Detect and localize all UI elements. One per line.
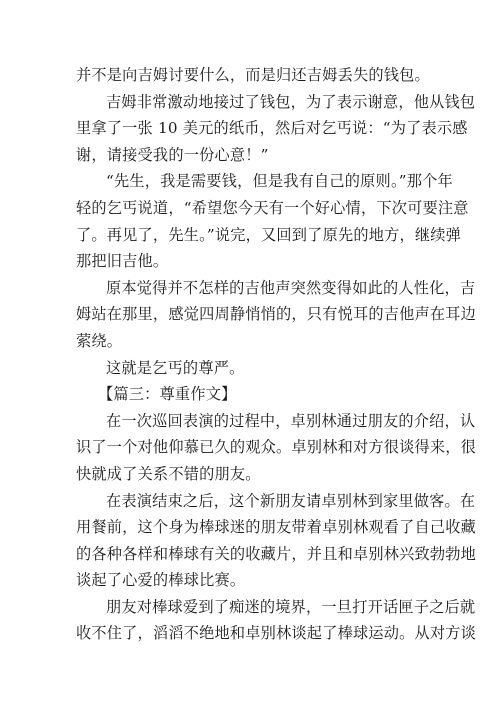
document-body bbox=[76, 62, 477, 647]
text-line: 在表演结束之后，这个新朋友请卓别林到家里做客。在 bbox=[106, 491, 476, 510]
text-line: 萦绕。 bbox=[76, 331, 123, 350]
text-line: 在一次巡回表演的过程中，卓别林通过朋友的介绍，认 bbox=[106, 411, 476, 430]
text-line: 了。再见了，先生。”说完，又回到了原先的地方，继续弹 bbox=[76, 225, 462, 244]
text-line: 里拿了一张 10 美元的纸币，然后对乞丐说：“为了表示感 bbox=[76, 119, 468, 138]
text-line: 并不是向吉姆讨要什么，而是归还吉姆丢失的钱包。 bbox=[76, 66, 430, 84]
text-line: 姆站在那里，感觉四周静悄悄的，只有悦耳的吉他声在耳边 bbox=[76, 305, 477, 324]
text-line: 快就成了关系不错的朋友。 bbox=[76, 464, 261, 483]
text-line: 谢，请接受我的一份心意！” bbox=[76, 145, 269, 164]
section-heading: 【篇三：尊重作文】 bbox=[98, 385, 237, 404]
text-line: 那把旧吉他。 bbox=[76, 252, 169, 271]
text-line: 原本觉得并不怎样的吉他声突然变得如此的人性化，吉 bbox=[106, 278, 476, 297]
text-line: 这就是乞丐的尊严。 bbox=[106, 358, 245, 377]
text-line: 轻的乞丐说道，“希望您今天有一个好心情，下次可要注意 bbox=[76, 198, 469, 217]
text-line: 吉姆非常激动地接过了钱包，为了表示谢意，他从钱包 bbox=[106, 92, 476, 111]
text-line: “先生，我是需要钱，但是我有自己的原则。”那个年 bbox=[106, 172, 453, 191]
text-line: 识了一个对他仰慕已久的观众。卓别林和对方很谈得来，很 bbox=[76, 438, 477, 457]
text-line: 的各种各样和棒球有关的收藏片，并且和卓别林兴致勃勃地 bbox=[76, 544, 477, 563]
text-line: 用餐前，这个身为棒球迷的朋友带着卓别林观看了自己收藏 bbox=[76, 518, 477, 537]
text-line: 谈起了心爱的棒球比赛。 bbox=[76, 571, 246, 590]
text-line: 朋友对棒球爱到了痴迷的境界，一旦打开话匣子之后就 bbox=[106, 597, 476, 616]
text-line: 收不住了，滔滔不绝地和卓别林谈起了棒球运动。从对方谈 bbox=[76, 624, 477, 643]
